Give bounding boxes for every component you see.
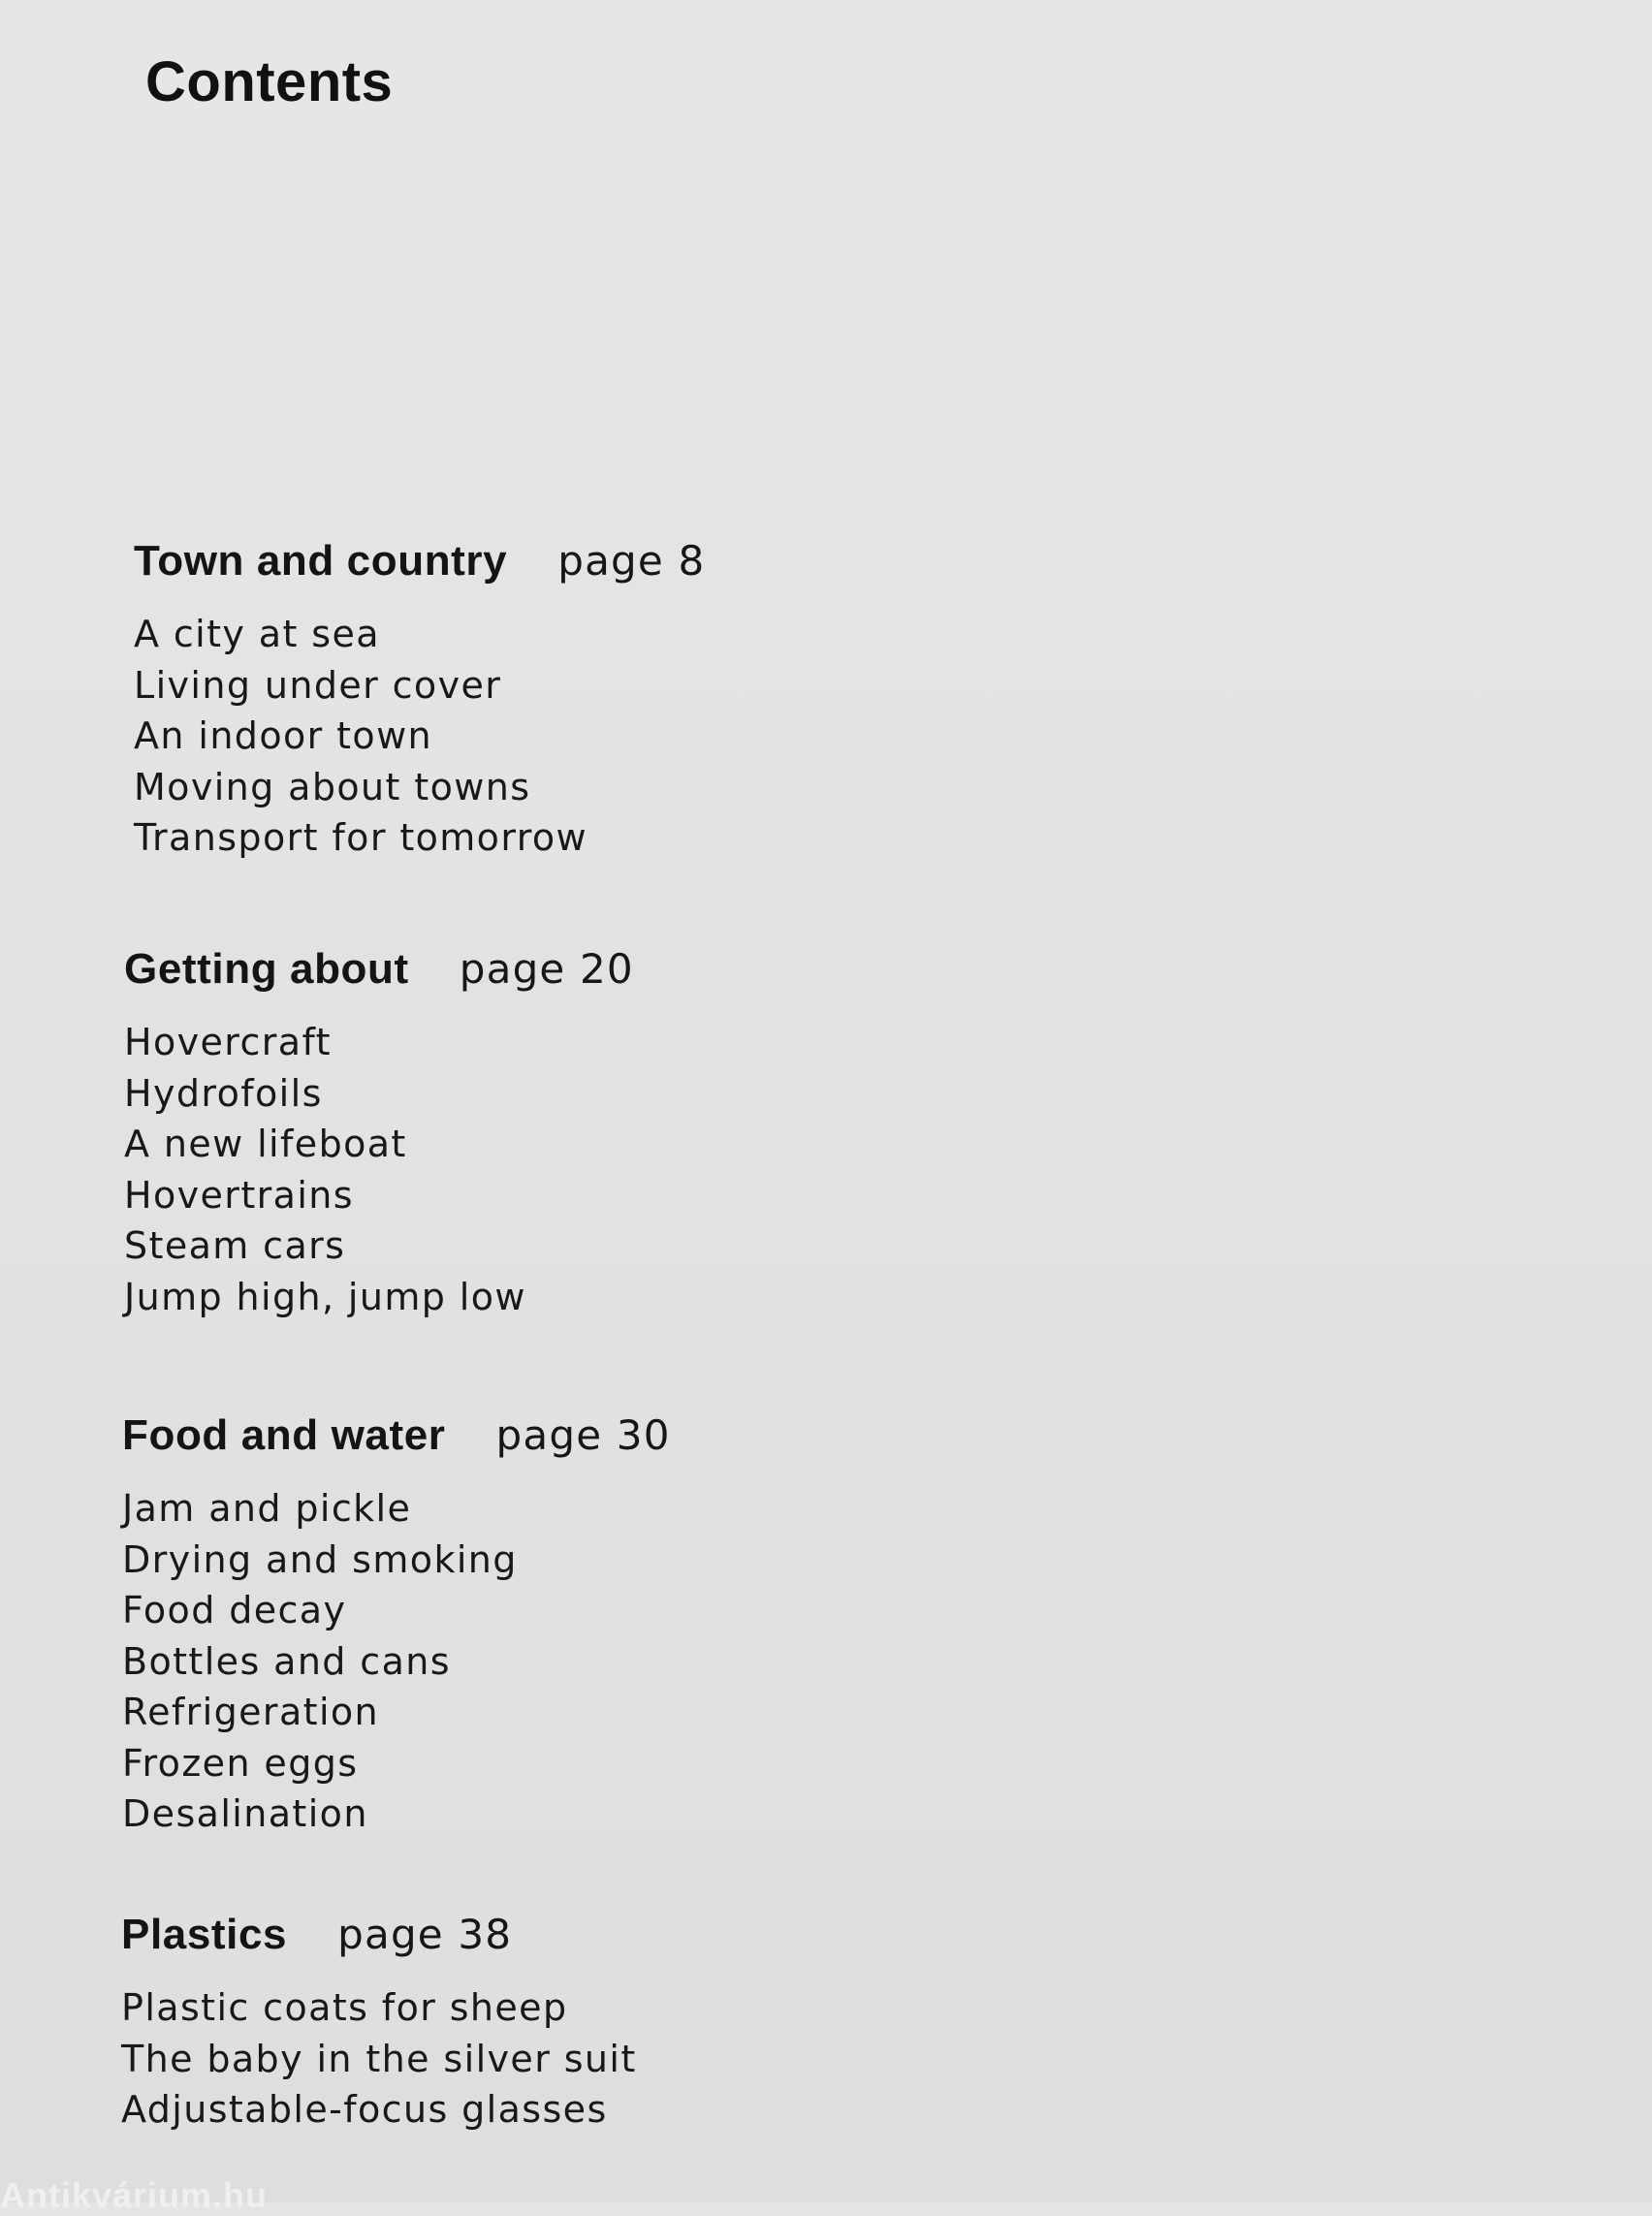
section-item-list — [134, 609, 705, 864]
section-page-number: page 30 — [495, 1411, 671, 1459]
section-item-list — [121, 1982, 637, 2136]
contents-item: Living under cover — [134, 663, 502, 707]
contents-section-plastics — [121, 1911, 637, 2136]
contents-item: An indoor town — [134, 714, 433, 757]
section-title: Food and water — [122, 1411, 446, 1459]
contents-item: Food decay — [122, 1589, 347, 1631]
section-page-number: page 38 — [337, 1911, 513, 1958]
contents-item: The baby in the silver suit — [121, 2037, 637, 2080]
section-heading — [121, 1911, 637, 1971]
contents-item: Bottles and cans — [122, 1639, 451, 1683]
page-title: Contents — [145, 50, 394, 113]
section-page-number: page 20 — [459, 945, 634, 993]
contents-item: Hydrofoils — [124, 1071, 323, 1115]
contents-item: Plastic coats for sheep — [121, 1986, 568, 2029]
section-heading — [134, 537, 705, 597]
contents-item: Frozen eggs — [122, 1741, 359, 1785]
contents-section-food-and-water — [122, 1411, 671, 1840]
section-title: Town and country — [134, 537, 508, 585]
section-item-list — [124, 1017, 634, 1322]
contents-item: Adjustable-focus glasses — [121, 2088, 608, 2131]
contents-item: Jam and pickle — [122, 1487, 412, 1530]
contents-item: Moving about towns — [134, 765, 531, 808]
contents-item: Drying and smoking — [122, 1537, 518, 1581]
section-title: Getting about — [124, 945, 409, 993]
watermark: Antikvárium.hu — [0, 2175, 269, 2215]
contents-item: Refrigeration — [122, 1691, 380, 1733]
contents-section-getting-about — [124, 945, 634, 1322]
section-item-list — [122, 1483, 671, 1840]
contents-item: Hovertrains — [124, 1173, 354, 1217]
contents-item: Hovercraft — [124, 1021, 332, 1063]
contents-item: Transport for tomorrow — [134, 816, 588, 859]
contents-item: Desalination — [122, 1792, 368, 1835]
section-page-number: page 8 — [557, 537, 706, 585]
contents-item: A city at sea — [134, 613, 380, 655]
section-heading — [124, 945, 634, 1005]
contents-section-town-and-country — [134, 537, 705, 864]
contents-item: Jump high, jump low — [124, 1275, 526, 1318]
contents-item: A new lifeboat — [124, 1123, 407, 1165]
contents-item: Steam cars — [124, 1224, 346, 1267]
section-heading — [122, 1411, 671, 1472]
section-title: Plastics — [121, 1911, 288, 1958]
